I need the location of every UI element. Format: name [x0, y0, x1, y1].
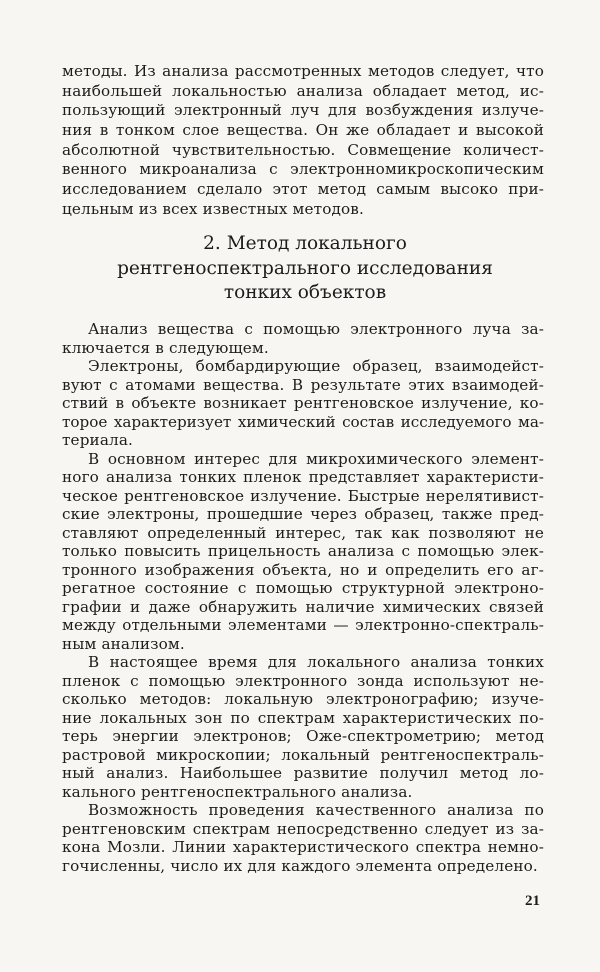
text-line: ние локальных зон по спектрам характеристических по- — [62, 708, 544, 727]
text-line: ставляют определенный интерес, так как позволяют не — [62, 523, 544, 542]
text-line: тронного изображения объекта, но и определить его аг- — [62, 560, 544, 579]
text-line: Электроны, бомбардирующие образец, взаимодейст- — [88, 357, 544, 376]
text-line: ские электроны, прошедшие через образец, также пред- — [62, 505, 544, 524]
heading-line: 2. Метод локального — [203, 233, 407, 254]
text-line: только повысить прицельность анализа с помощью элек- — [62, 542, 544, 561]
text-line: В настоящее время для локального анализа тонких — [88, 653, 544, 672]
text-line: рентгеновским спектрам непосредственно следует из за- — [62, 819, 544, 838]
paragraph — [62, 450, 544, 654]
intro-paragraph — [62, 62, 544, 220]
page-number: 21 — [525, 893, 540, 909]
text-line: ствий в объекте возникает рентгеновское излучение, ко- — [62, 394, 544, 413]
text-line: кона Мозли. Линии характеристического спектра немно- — [62, 838, 544, 857]
heading-line: рентгеноспектрального исследования — [117, 257, 493, 279]
text-line: вуют с атомами вещества. В результате этих взаимодей- — [62, 375, 544, 394]
text-line: торое характеризует химический состав исследуемого ма- — [62, 412, 544, 431]
text-line: венного микроанализа с электронномикроскопическим — [62, 160, 544, 179]
text-line: исследованием сделало этот метод самым высоко при- — [62, 180, 544, 199]
text-line: ключается в следующем. — [62, 338, 269, 357]
text-line: ния в тонком слое вещества. Он же обладает и высокой — [62, 121, 544, 140]
paragraph — [62, 357, 544, 450]
text-line: ческое рентгеновское излучение. Быстрые нерелятивист- — [62, 486, 544, 505]
text-line: наибольшей локальностью анализа обладает метод, ис- — [62, 81, 544, 100]
text-line: между отдельными элементами — электронно-спектраль- — [62, 616, 544, 635]
text-line: методы. Из анализа рассмотренных методов следует, что — [62, 62, 544, 80]
text-line: ного анализа тонких пленок представляет характеристи- — [62, 468, 544, 487]
paragraph — [62, 320, 544, 357]
text-line: Анализ вещества с помощью электронного луча за- — [88, 320, 544, 338]
text-line: териала. — [62, 431, 134, 450]
text-line: терь энергии электронов; Оже-спектрометрию; метод — [62, 727, 544, 746]
section-heading — [62, 232, 548, 306]
text-line: сколько методов: локальную электронографию; изуче- — [62, 690, 544, 709]
text-line: ным анализом. — [62, 634, 185, 653]
text-line: В основном интерес для микрохимического элемент- — [88, 449, 544, 468]
paragraph — [62, 801, 544, 875]
text-line: регатное состояние с помощью структурной электроно- — [62, 579, 544, 598]
text-line: абсолютной чувствительностью. Совмещение количест- — [62, 140, 544, 159]
text-line: пленок с помощью электронного зонда используют не- — [62, 671, 544, 690]
text-line: пользующий электронный луч для возбуждения излуче- — [62, 101, 544, 120]
text-line: растровой микроскопии; локальный рентгеноспектраль- — [62, 745, 544, 764]
text-line: цельным из всех известных методов. — [62, 199, 364, 218]
paragraph — [62, 653, 544, 801]
text-line: Возможность проведения качественного анализа по — [88, 801, 544, 820]
text-line: графии и даже обнаружить наличие химических связей — [62, 597, 544, 616]
text-line: гочисленны, число их для каждого элемента определено. — [62, 856, 538, 875]
text-line: ный анализ. Наибольшее развитие получил метод ло- — [62, 764, 544, 783]
body-text — [62, 320, 544, 875]
heading-line: тонких объектов — [223, 282, 387, 303]
text-line: кального рентгеноспектрального анализа. — [62, 782, 413, 801]
